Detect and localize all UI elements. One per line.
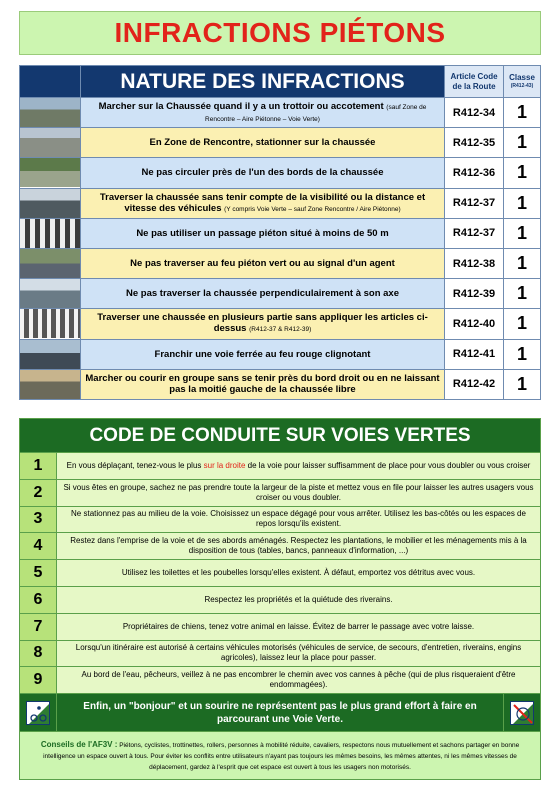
- infraction-photo: [20, 188, 81, 218]
- rule-text-main: Ne stationnez pas au milieu de la voie. Choisissez un espace dégagé pour vous arrêter. Utilisez les bas-côtés ou les espaces de repos lorsqu'ils existent.: [71, 509, 526, 529]
- article-column-header: [445, 66, 504, 98]
- page-title: INFRACTIONS PIÉTONS: [114, 17, 446, 48]
- conseil-label: Conseils de l'AF3V :: [40, 739, 118, 749]
- infraction-text: Ne pas utiliser un passage piéton situé à moins de 50 m: [136, 227, 389, 239]
- infraction-row: [20, 188, 541, 218]
- infraction-text: En Zone de Rencontre, stationner sur la chaussée: [149, 137, 376, 149]
- classe-header-note: (R412-43): [510, 82, 534, 89]
- pedestrian-photo: [20, 219, 80, 248]
- af3v-logo-left: [20, 694, 57, 732]
- rule-number: 5: [20, 560, 57, 587]
- rule-number: 9: [20, 667, 57, 694]
- infraction-classe: 1: [504, 98, 541, 128]
- infraction-text: Ne pas traverser la chaussée perpendiculairement à son axe: [126, 288, 399, 300]
- infraction-row: [20, 279, 541, 309]
- infraction-note: (Y compris Voie Verte – sauf Zone Rencontre / Aire Piétonne): [224, 205, 401, 213]
- infraction-classe: 1: [504, 158, 541, 188]
- infraction-classe: 1: [504, 339, 541, 369]
- infraction-description: [81, 158, 445, 188]
- infraction-classe: 1: [504, 279, 541, 309]
- rule-text: [57, 613, 541, 640]
- infraction-classe: 1: [504, 309, 541, 339]
- header-blank: [20, 66, 81, 98]
- title-banner: [19, 11, 541, 55]
- infraction-row: [20, 309, 541, 339]
- rule-text-main: Au bord de l'eau, pêcheurs, veillez à ne pas encombrer le chemin avec vos cannes à pêche (qui de plus risqueraient d'être endommagées).: [81, 670, 516, 690]
- rule-text-main: Propriétaires de chiens, tenez votre animal en laisse. Évitez de barrer le passage avec votre laisse.: [122, 621, 475, 631]
- voie-verte-rule-row: [20, 479, 541, 506]
- af3v-logo-right: [504, 694, 541, 732]
- infraction-text: Marcher ou courir en groupe sans se tenir près du bord droit ou en ne laissant pas la moitié gauche de la chaussée libre: [85, 373, 440, 396]
- cyclist-pictogram-icon: [26, 701, 50, 725]
- infraction-description: [81, 339, 445, 369]
- voies-vertes-header: CODE DE CONDUITE SUR VOIES VERTES: [20, 419, 541, 453]
- infraction-description: [81, 218, 445, 248]
- infraction-description: [81, 248, 445, 278]
- infraction-photo: [20, 369, 81, 399]
- infraction-classe: 1: [504, 188, 541, 218]
- voie-verte-rule-row: [20, 640, 541, 667]
- infraction-article: R412-37: [445, 188, 504, 218]
- rule-text: [57, 506, 541, 533]
- classe-column-header: [504, 66, 541, 98]
- voie-verte-rule-row: [20, 506, 541, 533]
- rule-text-main: Si vous êtes en groupe, sachez ne pas prendre toute la largeur de la piste et mettez vous en file pour laisser les autres usagers vous croiser ou vous doubler.: [63, 482, 534, 502]
- infraction-row: [20, 128, 541, 158]
- rule-text-end: de la voie pour laisser suffisamment de place pour vous doubler ou vous croiser: [245, 460, 531, 470]
- infraction-text: Ne pas circuler près de l'un des bords de la chaussée: [141, 167, 384, 179]
- infraction-description: [81, 279, 445, 309]
- pedestrian-photo: [20, 340, 80, 369]
- infraction-row: [20, 369, 541, 399]
- infraction-article: R412-41: [445, 339, 504, 369]
- infraction-classe: 1: [504, 218, 541, 248]
- pedestrian-photo: [20, 189, 80, 218]
- voie-verte-rule-row: [20, 667, 541, 694]
- infraction-text: Traverser la chaussée sans tenir compte de la visibilité ou la distance et vitesse des véhicules: [99, 191, 426, 214]
- rule-text-main: Respectez les propriétés et la quiétude des riverains.: [204, 594, 393, 604]
- infraction-row: [20, 98, 541, 128]
- conseil-text: Piétons, cyclistes, trottinettes, rollers, personnes à mobilité réduite, cavaliers, respectons nous mutuellement et sachons partager en bonne intelligence un espace ouvert à tous. Pour éviter les conflits entre utilisateurs n'ayant pas toujours les mêmes besoins, les mêmes attentes, ni les mêmes vitesses de déplacement, gardez à l'esprit que cet espace est ouvert à tous les usagers non motorisés.: [43, 741, 520, 771]
- classe-header-label: Classe: [509, 72, 535, 82]
- pedestrian-photo: [20, 249, 80, 278]
- infraction-photo: [20, 248, 81, 278]
- voie-verte-rule-row: [20, 586, 541, 613]
- infractions-header: NATURE DES INFRACTIONS: [81, 66, 445, 98]
- rule-text-main: En vous déplaçant, tenez-vous le plus: [66, 460, 204, 470]
- infraction-photo: [20, 128, 81, 158]
- infraction-article: R412-42: [445, 369, 504, 399]
- infraction-photo: [20, 158, 81, 188]
- rule-text: [57, 453, 541, 480]
- pedestrian-photo: [20, 98, 80, 127]
- infraction-article: R412-35: [445, 128, 504, 158]
- infraction-text: Franchir une voie ferrée au feu rouge clignotant: [154, 348, 371, 360]
- rule-number: 7: [20, 613, 57, 640]
- infractions-header-row: [20, 66, 541, 98]
- pedestrian-photo: [20, 309, 80, 338]
- infraction-classe: 1: [504, 248, 541, 278]
- pedestrian-photo: [20, 158, 80, 187]
- infraction-description: [81, 98, 445, 128]
- pedestrian-photo: [20, 370, 80, 399]
- no-vehicle-pictogram-icon: [510, 701, 534, 725]
- infraction-photo: [20, 309, 81, 339]
- infraction-description: [81, 188, 445, 218]
- infraction-photo: [20, 279, 81, 309]
- rule-text-main: Restez dans l'emprise de la voie et de ses abords aménagés. Respectez les plantations, le mobilier et les ménagements mis à la disposition de tous (tables, bancs, panneaux d'information, ...): [70, 536, 527, 556]
- infraction-article: R412-36: [445, 158, 504, 188]
- rule-number: 4: [20, 533, 57, 560]
- infraction-photo: [20, 339, 81, 369]
- voies-vertes-table: [19, 418, 541, 780]
- rule-text-main: Utilisez les toilettes et les poubelles lorsqu'elles existent. À défaut, emportez vos détritus avec vous.: [121, 568, 476, 578]
- conseil-text-cell: [20, 732, 541, 780]
- rule-text: [57, 667, 541, 694]
- infraction-row: [20, 218, 541, 248]
- infraction-note: (sauf Zone de Rencontre – Aire Piétonne – Voie Verte): [205, 103, 427, 123]
- infraction-text: Marcher sur la Chaussée quand il y a un trottoir ou accotement: [98, 100, 384, 112]
- infraction-description: [81, 309, 445, 339]
- rule-number: 3: [20, 506, 57, 533]
- infraction-photo: [20, 98, 81, 128]
- infraction-row: [20, 248, 541, 278]
- infraction-description: [81, 369, 445, 399]
- rule-number: 6: [20, 586, 57, 613]
- bonjour-message: Enfin, un "bonjour" et un sourire ne représentent pas le plus grand effort à faire en parcourant une Voie Verte.: [57, 694, 504, 732]
- rule-number: 8: [20, 640, 57, 667]
- rule-number: 2: [20, 479, 57, 506]
- voie-verte-rule-row: [20, 533, 541, 560]
- voie-verte-rule-row: [20, 560, 541, 587]
- infraction-note: (R412-37 & R412-39): [249, 326, 312, 334]
- voies-vertes-header-row: [20, 419, 541, 453]
- infraction-row: [20, 339, 541, 369]
- rule-text-main: Lorsqu'un itinéraire est autorisé à certains véhicules motorisés (véhicules de service, de secours, d'entretien, riverains, engins agricoles), laissez leur la place pour passer.: [75, 643, 522, 663]
- infraction-article: R412-34: [445, 98, 504, 128]
- rule-text: [57, 640, 541, 667]
- rule-number: 1: [20, 453, 57, 480]
- infraction-article: R412-40: [445, 309, 504, 339]
- pedestrian-photo: [20, 128, 80, 157]
- rule-text: [57, 560, 541, 587]
- infraction-description: [81, 128, 445, 158]
- article-header-line-1: Article Code: [450, 71, 498, 81]
- rule-text: [57, 586, 541, 613]
- infraction-article: R412-38: [445, 248, 504, 278]
- rule-text: [57, 479, 541, 506]
- bonjour-row: [20, 694, 541, 732]
- pedestrian-photo: [20, 279, 80, 308]
- infraction-row: [20, 158, 541, 188]
- infraction-classe: 1: [504, 128, 541, 158]
- infractions-table: [19, 65, 541, 400]
- rule-text-highlight: sur la droite: [203, 460, 246, 470]
- infraction-article: R412-39: [445, 279, 504, 309]
- infraction-text: Ne pas traverser au feu piéton vert ou au signal d'un agent: [130, 258, 395, 270]
- infraction-article: R412-37: [445, 218, 504, 248]
- conseil-row: [20, 732, 541, 780]
- infraction-classe: 1: [504, 369, 541, 399]
- infraction-text: Traverser une chaussée en plusieurs partie sans appliquer les articles ci-dessus: [97, 312, 428, 335]
- article-header-line-2: de la Route: [452, 81, 496, 91]
- voie-verte-rule-row: [20, 453, 541, 480]
- rule-text: [57, 533, 541, 560]
- infraction-photo: [20, 218, 81, 248]
- voie-verte-rule-row: [20, 613, 541, 640]
